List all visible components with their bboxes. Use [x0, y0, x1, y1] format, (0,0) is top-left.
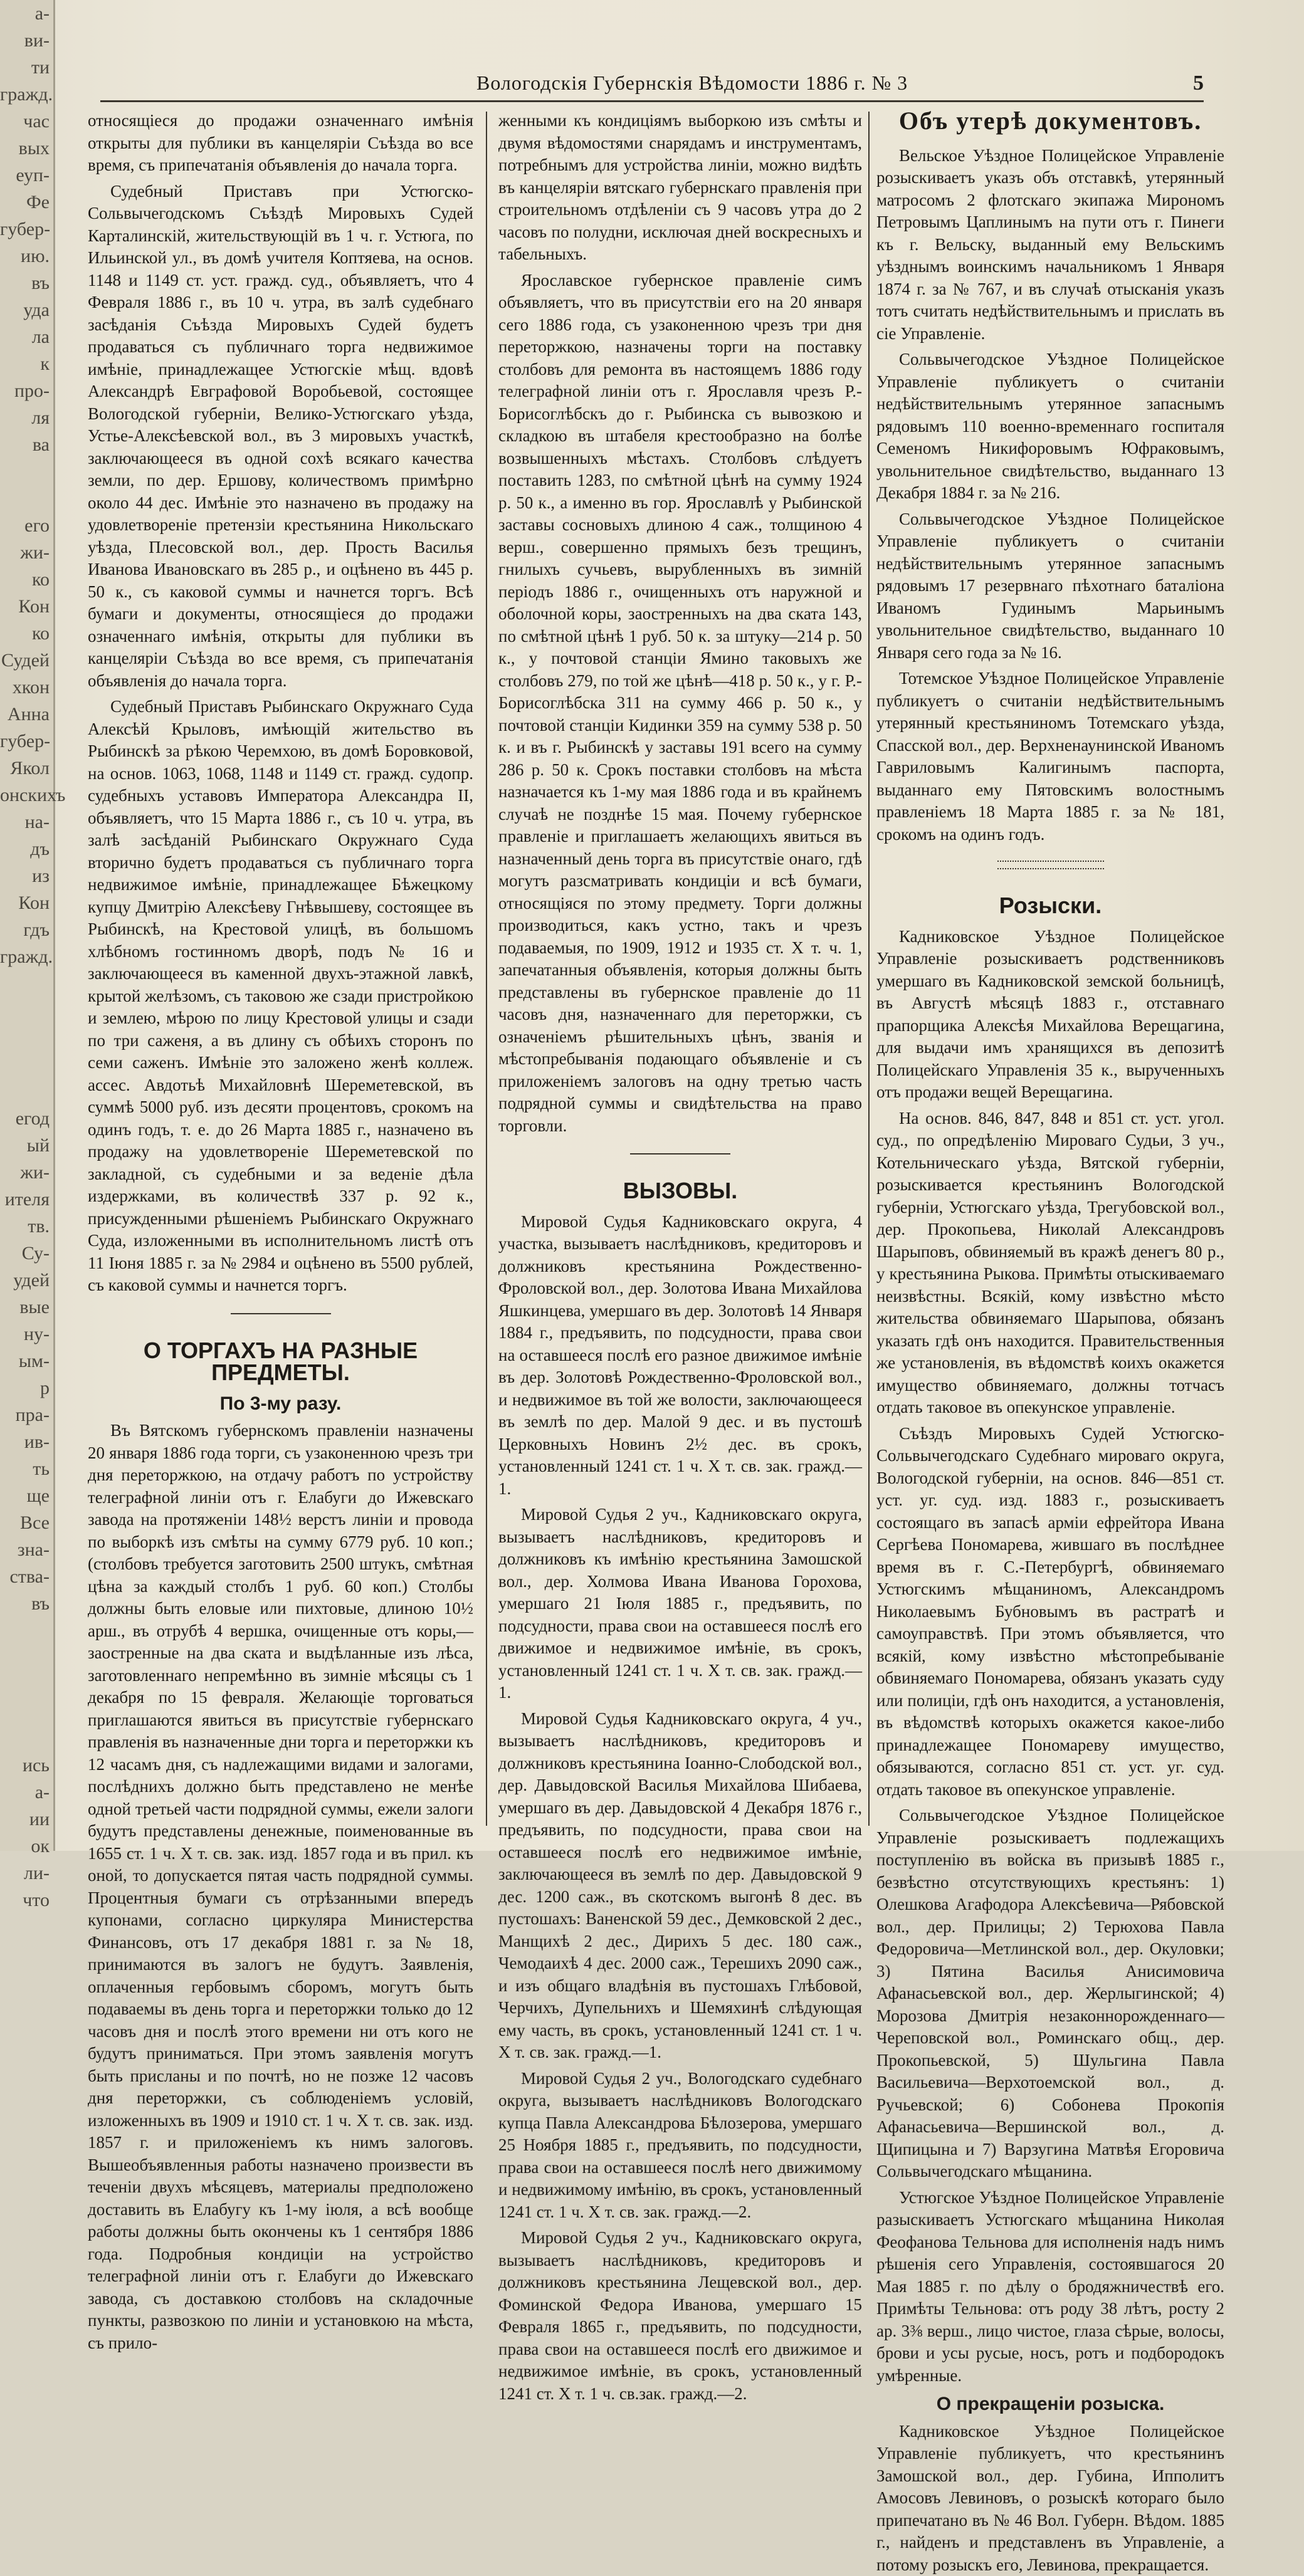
- strip-fragment: губер-: [0, 216, 53, 243]
- strip-fragment: к: [0, 350, 53, 377]
- paragraph: женными къ кондиціямъ выборкою изъ смѣты и двумя вѣдомостями снарядамъ и инструментамъ, потребнымъ для устройства линіи, можно видѣть въ канцеляріи вятскаго губернскаго правленія при строительномъ отдѣленіи съ 9 часовъ утра до 2 часовъ по полудни, исключая дней воскресныхъ и табельныхъ.: [498, 110, 862, 266]
- section-title-search-ended: О прекращеніи розыска.: [876, 2393, 1224, 2416]
- section-title-auctions: О ТОРГАХЪ НА РАЗНЫЕ ПРЕДМЕТЫ.: [88, 1339, 473, 1384]
- strip-fragment: ля: [0, 404, 53, 431]
- strip-fragment: пра-: [0, 1401, 53, 1428]
- paragraph: Мировой Судья 2 уч., Кадниковскаго округа, вызываетъ наслѣдниковъ, кредиторовъ и должниковъ къ имѣнію крестьянина Замошской вол., дер. Холмова Ивана Иванова Горохова, умершаго 21 Іюля 1885 г., предъявить, по подсудности, права свои на оставшееся послѣ его движимое и недвижимое имѣніе, въ срокъ, установленный 1241 ст. 1 ч. X т. св. зак. гражд.—1.: [498, 1504, 862, 1704]
- strip-fragment: тв.: [0, 1213, 53, 1240]
- column-3: [876, 110, 1224, 1826]
- divider: [997, 861, 1104, 869]
- paragraph: Кадниковское Уѣздное Полицейское Управленіе публикуетъ, что крестьянинъ Замошской вол., дер. Губина, Ипполитъ Амосовъ Левиновъ, о розыскѣ котораго было припечатано въ № 46 Вол. Губерн. Вѣдом. 1885 г., найденъ и представленъ въ Управленіе, а потому розыскъ его, Левинова, прекращается.: [876, 2421, 1224, 2576]
- strip-fragment: гражд.: [0, 943, 53, 970]
- paragraph: Мировой Судья 2 уч., Кадниковскаго округа, вызываетъ наслѣдниковъ, кредиторовъ и должниковъ крестьянина Лещевской вол., дер. Фоминской Федора Иванова, умершаго 15 Февраля 1865 г., предъявить, по подсудности, права свои на оставшееся послѣ его движимое и недвижимое имѣніе, въ срокъ, установленный 1241 ст. X т. 1 ч. св.зак. гражд.—2.: [498, 2227, 862, 2405]
- column-rule: [486, 112, 487, 1826]
- strip-fragment: [0, 1698, 53, 1725]
- strip-fragment: Су-: [0, 1240, 53, 1267]
- strip-fragment: Кон: [0, 593, 53, 620]
- column-1: [88, 110, 473, 1826]
- strip-fragment: ко: [0, 566, 53, 593]
- strip-fragment: [0, 1078, 53, 1105]
- strip-fragment: [0, 1644, 53, 1671]
- section-title-searches: Розыски.: [876, 894, 1224, 917]
- strip-fragment: ко: [0, 620, 53, 647]
- strip-fragment: ть: [0, 1455, 53, 1482]
- strip-fragment: въ: [0, 1590, 53, 1617]
- strip-fragment: ителя: [0, 1186, 53, 1213]
- strip-fragment: Судей: [0, 647, 53, 674]
- strip-fragment: а-: [0, 1779, 53, 1806]
- strip-fragment: гражд.: [0, 81, 53, 108]
- paragraph: Сольвычегодское Уѣздное Полицейское Управленіе публикуетъ о считаніи недѣйствительнымъ утерянное запаснымъ рядовымъ 110 военно-временнаго госпиталя Семеномъ Никифоровымъ Юфраковымъ, увольнительное свидѣтельство, выданнаго 13 Декабря 1884 г. за № 216.: [876, 348, 1224, 505]
- strip-fragment: [0, 1617, 53, 1644]
- page-number: 5: [1193, 71, 1204, 95]
- strip-fragment: дъ: [0, 835, 53, 862]
- strip-fragment: [0, 997, 53, 1024]
- paragraph: Мировой Судья Кадниковскаго округа, 4 участка, вызываетъ наслѣдниковъ, кредиторовъ и должниковъ крестьянина Рождественно-Фроловской вол., дер. Золотова Ивана Михайлова Яшкинцева, умершаго въ дер. Золотовѣ 14 Января 1884 г., предъявить, по подсудности, права свои на оставшееся послѣ его разное движимое имѣніе въ дер. Золотовѣ Рождественно-Фроловской вол., и недвижимое въ той же волости, заключающееся въ землѣ по дер. Малой 9 дес. и въ пустошѣ Церковныхъ Новинъ 2½ дес. въ срокъ, установленный 1241 ст. 1 ч. X т. св. зак. гражд.—1.: [498, 1211, 862, 1500]
- strip-fragment: про-: [0, 377, 53, 404]
- paragraph: Мировой Судья Кадниковскаго округа, 4 уч., вызываетъ наслѣдниковъ, кредиторовъ и должниковъ крестьянина Іоанно-Слободской вол., дер. Давыдовской Василья Михайлова Шибаева, умершаго въ дер. Давыдовской 4 Декабря 1876 г., предъявить, по подсудности, права свои на оставшееся послѣ его недвижимое имѣніе, заключающееся въ землѣ по дер. Давыдовской 9 дес. 1200 саж., въ скотскомъ выгонѣ 8 дес. въ пустошахъ: Ваненской 59 дес., Демковской 2 дес., Манщихѣ 2 дес., Дирихъ 5 дес. 180 саж., Чемодаихѣ 4 дес. 2000 саж., Терешихъ 2090 саж., и изъ общаго владѣнія въ пустошахъ Глѣбовой, Черчихъ, Дупельнихъ и Шемяхинѣ слѣдующая ему часть, въ срокъ, установленный 1241 ст. 1 ч. X т. св. зак. гражд.—1.: [498, 1708, 862, 2064]
- strip-fragment: ла: [0, 323, 53, 350]
- strip-fragment: ии: [0, 1806, 53, 1833]
- strip-fragment: ну-: [0, 1321, 53, 1348]
- paragraph: относящіеся до продажи означеннаго имѣнія открыты для публики въ канцеляріи Съѣзда во все время, съ припечатанія объявленія до начала торга.: [88, 110, 473, 177]
- strip-fragment: р: [0, 1374, 53, 1401]
- paragraph: Въ Вятскомъ губернскомъ правленіи назначены 20 января 1886 года торги, съ узаконенною чрезъ три дня переторжкою, на отдачу работъ по устройству телеграфной линіи отъ г. Елабуги до Ижевскаго завода на протяженіи 148½ верстъ линіи и провода по выборкѣ изъ смѣты на сумму 6779 руб. 10 коп.; (столбовъ требуется заготовить 2500 штукъ, смѣтная цѣна за каждый столбъ 1 руб. 60 коп.) Столбы должны быть еловые или пихтовые, длиною 10½ арш., въ отрубѣ 4 вершка, очищенные отъ коры,—заостренные на два ската и выдѣланные изъ лѣса, заготовленнаго непремѣнно въ зимніе мѣсяцы съ 1 декабря по 15 февраля. Желающіе торговаться приглашаются явиться въ присутствіе губернскаго правленія въ назначенные дни торга и переторжки къ 12 часамъ дня, съ надлежащими видами и залогами, послѣднихъ должно быть представлено не менѣе одной третьей части подрядной суммы, ежели залоги будутъ представлены денежные, поименованные въ 1655 ст. 1 ч. X т. св. зак. изд. 1857 года и въ прил. къ оной, то допускается пятая часть подрядной суммы. Процентныя бумаги съ отрѣзанными впередъ купонами, согласно циркуляра Министерства Финансовъ, отъ 17 декабря 1881 г. за № 18, принимаются въ залогъ не будутъ. Заявленія, оплаченныя гербовымъ сборомъ, могутъ быть подаваемы въ день торга и переторжки только до 12 часовъ дня и послѣ этого времени ни отъ кого не будутъ приниматься. При этомъ заявленія могутъ быть присланы и по почтѣ, но не позже 12 часовъ дня переторжки, съ соблюденіемъ условій, изложенныхъ въ 1909 и 1910 ст. 1 ч. X т. св. зак. изд. 1857 г. и приложеніемъ къ нимъ залоговъ. Вышеобъявленныя работы назначено произвести въ теченіи двухъ мѣсяцевъ, материалы предположено доставить въ Елабугу къ 1-му іюля, а всѣ вообще работы должны быть окончены къ 1 сентября 1886 года. Подробныя кондиціи на устройство телеграфной линіи отъ г. Елабуги до Ижевскаго завода, съ доставкою столбовъ на складочные пункты, развозкою по линіи и установкою на мѣста, съ прило-: [88, 1420, 473, 2354]
- strip-fragment: Кон: [0, 889, 53, 916]
- strip-fragment: [0, 458, 53, 485]
- section-title-summons: ВЫЗОВЫ.: [498, 1180, 862, 1202]
- strip-fragment: Все: [0, 1509, 53, 1536]
- strip-fragment: из: [0, 862, 53, 889]
- strip-fragment: хкон: [0, 674, 53, 701]
- subsection-title: По 3-му разу.: [88, 1393, 473, 1415]
- strip-fragment: ва: [0, 431, 53, 458]
- paragraph: Судебный Приставъ Рыбинскаго Окружнаго Суда Алексѣй Крыловъ, имѣющій жительство въ Рыбинскѣ за рѣкою Черемхою, въ домѣ Боровковой, на основ. 1063, 1068, 1148 и 1149 ст. гражд. судопр. судебныхъ уставовъ Императора Александра II, объявляетъ, что 15 Марта 1886 г., съ 10 ч. утра, въ залѣ засѣданій Рыбинскаго Окружнаго Суда вторично будетъ продаваться съ публичнаго торга недвижимое имѣніе, принадлежащее Бѣжецкому купцу Дмитрію Алексѣеву Гнѣвышеву, состоящее въ Рыбинскѣ, на Крестовой улицѣ, въ большомъ хлѣбномъ гостинномъ дворѣ, подъ № 16 и заключающееся въ каменной двухъ-этажной лавкѣ, крытой желѣзомъ, съ таковою же сзади пристройкою и землею, мѣрою по лицу Крестовой улицы и сзади по три саженя, а въ длину съ обѣихъ сторонъ по семи саженъ. Имѣніе это заложено женѣ коллеж. ассес. Авдотьѣ Михайловнѣ Шереметевской, въ суммѣ 5000 руб. изъ десяти процентовъ, срокомъ на одинъ годъ, т. е. до 26 Марта 1885 г., назначено въ продажу на удовлетвореніе Шереметевской по закладной, съ судебными и за веденіе дѣла издержками, въ количествѣ 337 р. 92 к., присужденными рѣшеніемъ Рыбинскаго Окружнаго Суда, изложенными въ исполнительномъ листѣ отъ 11 Іюня 1885 г. за № 2984 и оцѣнено въ 5500 рублей, съ каковой суммы и начнется торгъ.: [88, 696, 473, 1297]
- paragraph: Устюгское Уѣздное Полицейское Управленіе разыскиваетъ Устюгскаго мѣщанина Николая Феофанова Тельнова для исполненія надъ нимъ рѣшенія сего Управленія, состоявшагося 20 Мая 1885 г. по дѣлу о бродяжничествѣ его. Примѣты Тельнова: отъ роду 38 лѣтъ, росту 2 ар. 3⅜ верш., лицо чистое, глаза сѣрые, волосы, брови и усы русые, носъ, ротъ и подбородокъ умѣренные.: [876, 2187, 1224, 2387]
- strip-fragment: его: [0, 512, 53, 539]
- newspaper-title: Вологодскія Губернскія Вѣдомости 1886 г. № 3: [476, 71, 908, 95]
- strip-fragment: [0, 970, 53, 997]
- strip-fragment: въ: [0, 270, 53, 296]
- strip-fragment: онскихъ: [0, 782, 53, 809]
- paragraph: Судебный Приставъ при Устюгско-Сольвычегодскомъ Съѣздѣ Мировыхъ Судей Карталинскій, жительствующій въ 1 ч. г. Устюга, по Ильинской ул., въ домѣ учителя Коптяева, на основ. 1148 и 1149 ст. уст. гражд. суд., объявляетъ, что 4 Февраля 1886 г., въ 10 ч. утра, въ залѣ судебнаго засѣданія Съѣзда Мировыхъ Судей будетъ продаваться съ публичнаго торга недвижимое имѣніе, принадлежащее Устюгскіе мѣщ. вдовѣ Александрѣ Евграфовой Воробьевой, состоящее Вологодской губерніи, Велико-Устюгскаго уѣзда, Устье-Алексѣевской вол., въ 3 мировыхъ участкѣ, заключающееся въ одной сохѣ всякаго качества земли, по дер. Ершову, количествомъ примѣрно около 44 дес. Имѣніе это назначено въ продажу на удовлетвореніе претензіи крестьянина Никольскаго уѣзда, Плесовской вол., дер. Прость Василья Ивановa Ивановскаго въ 285 р., и оцѣнено въ 445 р. 50 к., съ каковой суммы и начнется торгъ. Всѣ бумаги и документы, относящіеся до продажи означеннаго имѣнія, открыты для публики въ канцеляріи Съѣзда во все время, съ припечатанія объявленія до начала торга.: [88, 181, 473, 693]
- strip-fragment: ли-: [0, 1860, 53, 1887]
- strip-fragment: егод: [0, 1105, 53, 1132]
- strip-fragment: ства-: [0, 1563, 53, 1590]
- strip-fragment: [0, 1024, 53, 1051]
- column-rule: [868, 112, 870, 1826]
- strip-fragment: ти: [0, 54, 53, 81]
- strip-fragment: час: [0, 108, 53, 135]
- strip-fragment: ись: [0, 1752, 53, 1779]
- paragraph: Вельское Уѣздное Полицейское Управленіе розыскиваетъ указъ объ отставкѣ, утерянный матросомъ 2 флотскаго экипажа Мирономъ Петровымъ Цаплинымъ на пути отъ г. Пинеги къ г. Вельску, выданный ему Вельскимъ уѣзднымъ воинскимъ начальникомъ 1 Января 1874 г. за № 767, и въ случаѣ отысканія указъ тотъ считать недѣйствительнымъ и прислать въ сіе Управленіе.: [876, 145, 1224, 345]
- strip-fragment: [0, 485, 53, 512]
- strip-fragment: вые: [0, 1294, 53, 1321]
- strip-fragment: ым-: [0, 1348, 53, 1374]
- strip-fragment: еуп-: [0, 162, 53, 189]
- strip-fragment: Якол: [0, 755, 53, 782]
- strip-fragment: уда: [0, 296, 53, 323]
- strip-fragment: жи-: [0, 1159, 53, 1186]
- strip-fragment: ок: [0, 1833, 53, 1860]
- paragraph: Тотемское Уѣздное Полицейское Управленіе публикуетъ о считаніи недѣйствительнымъ утерянный крестьяниномъ Тотемскаго уѣзда, Спасской вол., дер. Верхненаунинской Иваномъ Гавриловымъ Калигинымъ паспорта, выданнаго ему Пятовскимъ волостнымъ правленіемъ 18 Марта 1885 г. за № 181, срокомъ на одинъ годъ.: [876, 668, 1224, 846]
- strip-fragment: Фе: [0, 189, 53, 216]
- column-2: [498, 110, 862, 1826]
- strip-fragment: [0, 1671, 53, 1698]
- strip-fragment: зна-: [0, 1536, 53, 1563]
- divider: [231, 1313, 331, 1314]
- adjacent-page-strip: [0, 0, 55, 1851]
- strip-fragment: гдъ: [0, 916, 53, 943]
- strip-fragment: ще: [0, 1482, 53, 1509]
- section-title-lost-documents: Объ утерѣ документовъ.: [876, 110, 1224, 132]
- paragraph: На основ. 846, 847, 848 и 851 ст. уст. угол. суд., по опредѣленію Мироваго Судьи, 3 уч., Котельническаго уѣзда, Вятской губерніи, розыскивается крестьянинъ Вологодской губерніи, Устюгскаго уѣзда, Трегубовской вол., дер. Прокопьева, Николай Александровъ Шарыповъ, обвиняемый въ кражѣ денегъ 80 р., у крестьянина Рыкова. Примѣты отыскиваемаго неизвѣстны. Всякій, кому извѣстно мѣсто жительства обвиняемаго Шарыпова, обязанъ указать гдѣ онъ находится. Правительственныя же установленія, въ вѣдомствѣ коихъ окажется имущество обвиняемаго, должны тотчасъ отдать таковое въ опекунское управленіе.: [876, 1107, 1224, 1419]
- strip-fragment: ый: [0, 1132, 53, 1159]
- strip-fragment: [0, 1051, 53, 1078]
- strip-fragment: Анна: [0, 701, 53, 728]
- paragraph: Съѣздъ Мировыхъ Судей Устюгско-Сольвычегодскаго Судебнаго мироваго округа, Вологодской губерніи, на основ. 846—851 ст. уст. уг. суд. изд. 1883 г., розыскиваетъ состоящаго въ запасѣ арміи ефрейтора Ивана Сергѣева Пономарева, жившаго въ послѣднее время въ г. С.-Петербургѣ, обвиняемаго Устюгскимъ мѣщаниномъ, Александромъ Николаевымъ Бубновымъ въ растратѣ и самоуправствѣ. При этомъ объявляется, что всякій, кому извѣстно мѣстопребываніе обвиняемаго Пономарева, обязанъ указать суду или полиціи, гдѣ онъ находится, а установленія, въ вѣдомствѣ которыхъ окажется какое-либо принадлежащее Пономареву имущество, обязываются, согласно 851 ст. уст. уг. суд. отдать таковое въ опекунское управленіе.: [876, 1423, 1224, 1801]
- strip-fragment: удей: [0, 1267, 53, 1294]
- strip-fragment: ию.: [0, 243, 53, 270]
- paragraph: Мировой Судья 2 уч., Вологодскаго судебнаго округа, вызываетъ наслѣдниковъ Вологодскаго купца Павла Александрова Бѣлозерова, умершаго 25 Ноября 1885 г., предъявить, по подсудности, права свои на оставшееся послѣ него движимому и недвижимому имѣнію, въ срокъ, установленный 1241 ст. 1 ч. X т. св. зак. гражд.—2.: [498, 2068, 862, 2224]
- strip-fragment: ив-: [0, 1428, 53, 1455]
- strip-fragment: а-: [0, 0, 53, 27]
- page-header: [100, 68, 1204, 102]
- strip-fragment: [0, 1725, 53, 1752]
- strip-fragment: что: [0, 1887, 53, 1914]
- strip-fragment: вых: [0, 135, 53, 162]
- strip-fragment: жи-: [0, 539, 53, 566]
- paragraph: Сольвычегодское Уѣздное Полицейское Управленіе публикуетъ о считаніи недѣйствительнымъ утерянное запаснымъ рядовымъ 17 резервнаго пѣхотнаго баталіона Иваномъ Гудинымъ Марьинымъ увольнительное свидѣтельство, выданнаго 10 Января сего года за № 16.: [876, 508, 1224, 664]
- divider: [630, 1153, 730, 1154]
- strip-fragment: губер-: [0, 728, 53, 755]
- paragraph: Кадниковское Уѣздное Полицейское Управленіе розыскиваетъ родственниковъ умершаго въ Кадниковской земской больницѣ, въ Августѣ мѣсяцѣ 1883 г., отставнаго прапорщика Алексѣя Михайлова Верещагина, для выдачи имъ хранящихся въ депозитѣ Полицейскаго Управленія 35 к., вырученныхъ отъ продажи вещей Верещагина.: [876, 926, 1224, 1104]
- strip-fragment: на-: [0, 809, 53, 835]
- paragraph: Сольвычегодское Уѣздное Полицейское Управленіе розыскиваетъ подлежащихъ поступленію въ войска въ призывѣ 1885 г., безвѣстно отсутствующихъ крестьянъ: 1) Олешкова Агафодора Алексѣевича—Рябовской вол., дер. Прилицы; 2) Терюхова Павла Федоровича—Метлинской вол., дер. Окуловки; 3) Пятина Василья Анисимовича Афанасьевской вол., дер. Жерлыгинской; 4) Морозова Дмитрія незаконнорожденнаго—Череповской вол., Роминскаго общ., дер. Прокопьевской, 5) Шульгина Павла Васильевича—Верхотоемской вол., д. Ручьевской; 6) Собонева Прокопія Афанасьевича—Вершинской вол., д. Щипицына и 7) Варзугина Матвѣя Егоровича Сольвычегодскаго мѣщанина.: [876, 1804, 1224, 2183]
- strip-fragment: ви-: [0, 27, 53, 54]
- paragraph: Ярославское губернское правленіе симъ объявляетъ, что въ присутствіи его на 20 января сего 1886 года, съ узаконенною чрезъ три дня переторжкою, назначены торги на поставку столбовъ для ремонта въ настоящемъ 1886 году телеграфной линіи отъ г. Ярославля чрезъ Р.-Борисоглѣбскъ до г. Рыбинска съ вывозкою и складкою въ штабеля крестообразно на болѣе возвышенныхъ мѣстахъ. Столбовъ слѣдуетъ поставить 1283, по смѣтной цѣнѣ на сумму 1924 р. 50 к., а именно въ гор. Ярославлѣ у Рыбинской заставы сосновыхъ длиною 4 саж., толщиною 4 верш., совершенно прямыхъ безъ трещинъ, гнилыхъ сучьевъ, вырубленныхъ въ зимній періодъ 1886 г., очищенныхъ отъ наружной и оболочной коры, заостренныхъ на два ската 143, по смѣтной цѣнѣ 1 руб. 50 к. за штуку—214 р. 50 к., у почтовой станціи Ямино таковыхъ же столбовъ 279, по той же цѣнѣ—418 р. 50 к., у г. Р.-Борисоглѣбска 311 на сумму 466 р. 50 к., у почтовой станціи Кидинки 359 на сумму 538 р. 50 к. и въ г. Рыбинскѣ у заставы 191 всего на сумму 286 р. 50 к. Срокъ поставки столбовъ на мѣста назначается къ 1-му мая 1886 года и въ крайнемъ случаѣ не позднѣе 15 мая. Почему губернское правленіе и приглашаетъ желающихъ явиться въ назначенный день торга въ присутствіе онаго, гдѣ могутъ разсматривать кондиціи и всѣ бумаги, относящіяся по этому предмету. Торги должны производиться, какъ устно, такъ и чрезъ подаваемыя, по 1909, 1912 и 1935 ст. X т. ч. 1, запечатанныя объявленія, которыя должны быть представлены въ губернское правленіе до 11 часовъ дня, назначеннаго для переторжки, съ означеніемъ рѣшительныхъ цѣнъ, званія и мѣстопребыванія подающаго объявленіе и съ приложеніемъ залоговъ на одну третью часть подрядной суммы и свидѣтельства на право торговли.: [498, 270, 862, 1138]
